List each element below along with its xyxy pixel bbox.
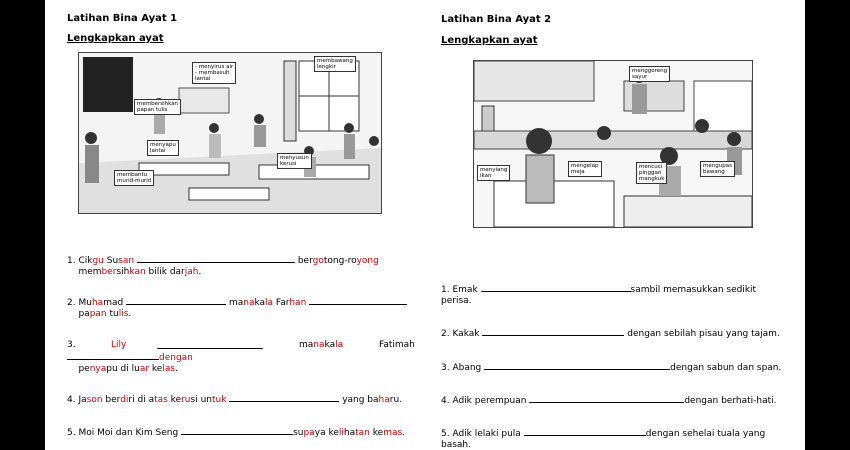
answer-blank[interactable]	[524, 427, 646, 436]
right-question-1: 1. Emak sambil memasukkan sedikit perisa.	[441, 285, 757, 306]
answer-blank[interactable]	[181, 426, 293, 435]
right-question-3: 3. Abang dengan sabun dan span.	[441, 363, 782, 373]
answer-blank[interactable]	[157, 340, 263, 349]
label-mengupas-bawang: mengupas bawang	[700, 161, 735, 177]
answer-blank[interactable]	[529, 394, 684, 403]
label-membersihkan-papan-tulis: membersihkan papan tulis	[134, 99, 181, 115]
label-menyapu-lantai: menyapu lantai	[147, 140, 179, 156]
answer-blank[interactable]	[67, 351, 159, 360]
label-menyiang-ikan: menyiang ikan	[477, 165, 510, 181]
kitchen-drawing	[474, 61, 752, 227]
answer-blank[interactable]	[137, 254, 295, 263]
label-menggoreng-sayur: menggoreng sayur	[629, 66, 670, 82]
right-question-5: 5. Adik lelaki pula dengan sehelai tuala yang basah.	[441, 429, 766, 450]
answer-blank[interactable]	[309, 296, 407, 305]
right-subtitle: Lengkapkan ayat	[441, 35, 538, 46]
right-question-4: 4. Adik perempuan dengan berhati-hati.	[441, 396, 777, 406]
right-question-2: 2. Kakak dengan sebilah pisau yang tajam.	[441, 329, 780, 339]
kitchen-illustration	[473, 60, 753, 228]
left-question-2: 2. Muhamad manakala Farhan papan tulis.	[67, 296, 422, 320]
worksheet-page	[45, 0, 805, 450]
label-menyirus-air: - menyirus air - membasuh lantai	[192, 62, 236, 84]
left-question-1: 1. Cikgu Susan bergotong-royong membersihkan bilik darjah.	[67, 256, 379, 277]
label-menyusun-kerusi: menyusun kerusi	[277, 153, 312, 169]
label-membantu-murid: membantu murid-murid	[114, 170, 154, 186]
left-subtitle: Lengkapkan ayat	[67, 33, 164, 44]
left-title: Latihan Bina Ayat 1	[67, 13, 178, 24]
answer-blank[interactable]	[229, 393, 339, 402]
left-question-4: 4. Jason berdiri di atas kerusi untuk yang baharu.	[67, 395, 403, 405]
answer-blank[interactable]	[484, 361, 670, 370]
answer-blank[interactable]	[482, 327, 624, 336]
label-mengelap-meja: mengelap meja	[568, 161, 602, 177]
answer-blank[interactable]	[481, 283, 631, 292]
label-membawang-lengkir: membawang lengkir	[314, 56, 356, 72]
label-mencuci-pinggan: mencuci pinggan mangkuk	[636, 162, 667, 184]
classroom-illustration	[78, 52, 382, 214]
right-title: Latihan Bina Ayat 2	[441, 14, 552, 25]
left-question-3: 3. Lily manakala Fatimah dengan penyapu di luar kelas.	[67, 340, 415, 374]
answer-blank[interactable]	[126, 296, 226, 305]
left-question-5: 5. Moi Moi dan Kim Seng supaya kelihatan kemas.	[67, 428, 406, 438]
